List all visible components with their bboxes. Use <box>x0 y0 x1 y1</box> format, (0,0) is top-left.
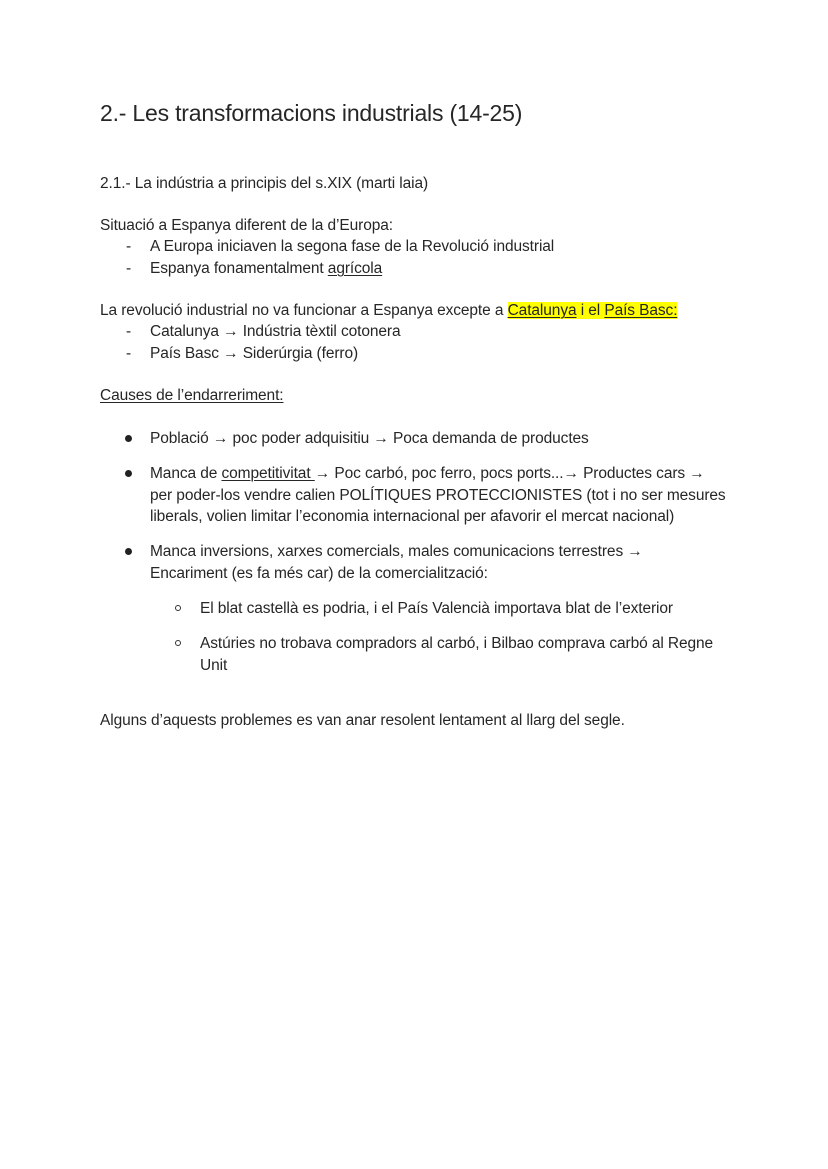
causes-poblacio: Població → poc poder adquisitiu → Poca demanda de productes <box>150 430 589 447</box>
i-el-highlight: i el <box>576 302 605 319</box>
causes-inversions-line2: Encariment (es fa més car) de la comercialització: <box>150 565 488 582</box>
causes-manca-line2: per poder-los vendre calien POLÍTIQUES PROTECCIONISTES (tot i no ser mesures <box>150 487 726 504</box>
manca-post: → Poc carbó, poc ferro, pocs ports...→ Productes cars → <box>314 465 705 482</box>
bullet-icon <box>125 470 132 477</box>
pais-basc-highlight: País Basc: <box>604 302 678 319</box>
revolucio-item-catalunya: Catalunya → Indústria tèxtil cotonera <box>150 323 401 340</box>
dash-marker: - <box>126 260 132 277</box>
agricola-link-text: agrícola <box>327 260 383 277</box>
dash-marker: - <box>126 323 132 340</box>
dash-marker: - <box>126 345 132 362</box>
causes-heading: Causes de l’endarreriment: <box>100 387 284 404</box>
causes-sub-asturies-line1: Astúries no trobava compradors al carbó, i Bilbao comprava carbó al Regne <box>200 635 714 652</box>
page-title: 2.- Les transformacions industrials (14-25) <box>100 100 523 126</box>
circle-bullet-icon <box>175 605 181 611</box>
dash-marker: - <box>126 238 132 255</box>
situacio-intro: Situació a Espanya diferent de la d’Europa: <box>100 217 393 234</box>
revolucio-intro <box>100 300 677 321</box>
manca-pre: Manca de <box>150 465 222 482</box>
section-subtitle: 2.1.- La indústria a principis del s.XIX (marti laia) <box>100 175 429 192</box>
causes-sub-blat: El blat castellà es podria, i el País Valencià importava blat de l’exterior <box>200 600 673 617</box>
causes-manca-line1 <box>150 463 705 484</box>
competitivitat-text: competitivitat <box>221 465 315 482</box>
circle-bullet-icon <box>175 640 181 646</box>
bullet-icon <box>125 435 132 442</box>
revolucio-intro-text: La revolució industrial no va funcionar a Espanya excepte a <box>100 302 508 319</box>
catalunya-highlight: Catalunya <box>507 302 577 319</box>
revolucio-item-pais-basc: País Basc → Siderúrgia (ferro) <box>150 345 359 362</box>
situacio-item-europa: A Europa iniciaven la segona fase de la Revolució industrial <box>150 238 555 255</box>
causes-sub-asturies-line2: Unit <box>200 657 228 674</box>
causes-manca-line3: liberals, volien limitar l’economia internacional per afavorir el mercat nacional) <box>150 508 675 525</box>
espanya-text: Espanya fonamentalment <box>150 260 328 277</box>
situacio-item-espanya <box>150 258 382 279</box>
bullet-icon <box>125 548 132 555</box>
conclusion-text: Alguns d’aquests problemes es van anar resolent lentament al llarg del segle. <box>100 712 625 729</box>
causes-inversions-line1: Manca inversions, xarxes comercials, males comunicacions terrestres → <box>150 543 643 560</box>
